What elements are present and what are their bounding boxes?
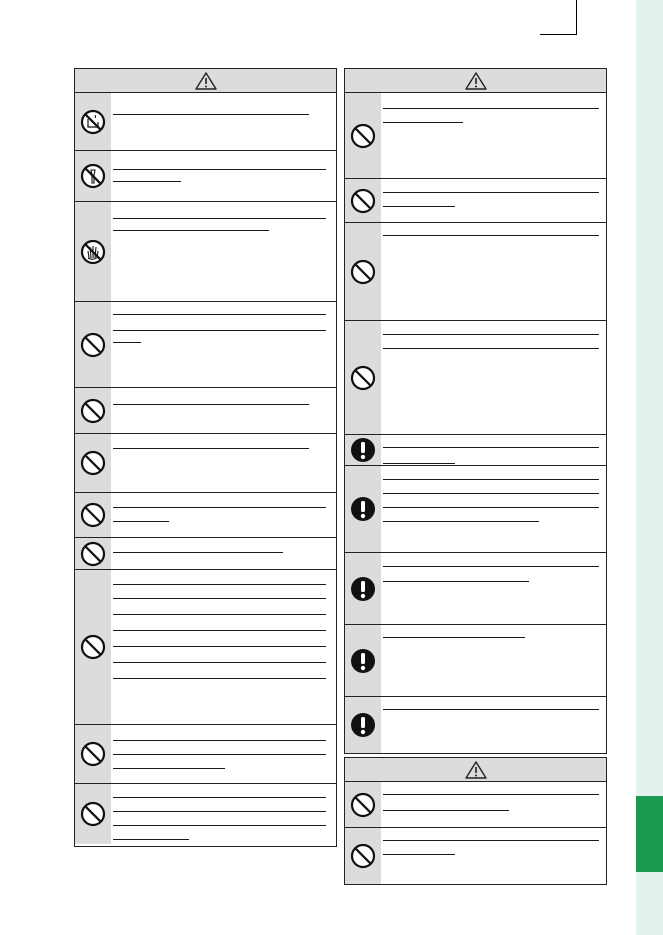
icon-cell	[75, 570, 111, 724]
safety-item-row	[345, 697, 606, 753]
text-line	[113, 330, 326, 331]
prohibited-icon	[80, 541, 106, 567]
icon-cell	[345, 782, 381, 827]
icon-cell	[75, 493, 111, 537]
safety-item-row	[75, 151, 336, 202]
prohibited-icon	[350, 365, 376, 391]
no-water-icon	[80, 109, 106, 135]
text-line	[383, 566, 599, 567]
warning-box-right-top	[344, 68, 607, 754]
text-line	[383, 206, 455, 207]
safety-item-row	[345, 179, 606, 223]
warning-triangle-icon	[195, 72, 217, 90]
text-line	[113, 181, 181, 182]
text-line	[383, 235, 599, 236]
text-line	[383, 637, 525, 638]
prohibited-icon	[80, 398, 106, 424]
prohibited-icon	[80, 450, 106, 476]
safety-item-row	[345, 321, 606, 435]
safety-item-row	[75, 570, 336, 725]
icon-cell	[75, 784, 111, 844]
text-line	[113, 740, 326, 741]
icon-cell	[345, 223, 381, 320]
icon-cell	[75, 538, 111, 569]
text-line	[113, 825, 326, 826]
safety-item-row	[345, 625, 606, 697]
icon-cell	[75, 434, 111, 492]
mandatory-action-icon	[350, 576, 376, 602]
warning-header	[75, 69, 336, 93]
crop-mark	[576, 0, 577, 34]
warning-triangle-icon	[465, 761, 487, 779]
icon-cell	[345, 93, 381, 178]
do-not-touch-icon	[80, 239, 106, 265]
no-disassemble-icon	[80, 163, 106, 189]
prohibited-icon	[80, 634, 106, 660]
text-line	[113, 342, 141, 343]
text-line	[113, 114, 309, 115]
text-line	[383, 463, 455, 464]
icon-cell	[345, 625, 381, 696]
caution-header	[345, 758, 606, 782]
icon-cell	[345, 553, 381, 624]
side-index-strip	[636, 0, 663, 935]
safety-item-row	[345, 553, 606, 625]
safety-item-row	[75, 434, 336, 493]
icon-cell	[345, 697, 381, 753]
text-line	[383, 507, 599, 508]
safety-item-row	[75, 302, 336, 388]
mandatory-action-icon	[350, 496, 376, 522]
prohibited-icon	[350, 123, 376, 149]
safety-item-row	[345, 782, 606, 828]
warning-triangle-icon	[465, 72, 487, 90]
mandatory-action-icon	[350, 437, 376, 463]
text-line	[383, 493, 599, 494]
text-line	[113, 754, 326, 755]
text-line	[113, 839, 189, 840]
text-line	[113, 448, 309, 449]
text-line	[383, 192, 599, 193]
text-line	[383, 854, 455, 855]
text-line	[113, 314, 326, 315]
safety-item-row	[345, 828, 606, 884]
safety-item-row	[75, 538, 336, 570]
section-index-tab[interactable]	[636, 796, 663, 872]
text-line	[383, 348, 599, 349]
icon-cell	[75, 302, 111, 387]
safety-item-row	[75, 388, 336, 434]
text-line	[113, 169, 326, 170]
icon-cell	[345, 466, 381, 552]
warning-box-left	[74, 68, 337, 847]
text-line	[113, 678, 326, 679]
text-line	[383, 122, 463, 123]
text-line	[113, 768, 225, 769]
text-line	[383, 709, 599, 710]
mandatory-action-icon	[350, 712, 376, 738]
icon-cell	[345, 179, 381, 222]
icon-cell	[345, 321, 381, 434]
mandatory-action-icon	[350, 648, 376, 674]
prohibited-icon	[80, 801, 106, 827]
text-line	[113, 230, 269, 231]
text-line	[113, 662, 326, 663]
text-line	[113, 507, 326, 508]
text-line	[113, 404, 309, 405]
text-line	[383, 521, 539, 522]
text-line	[113, 584, 326, 585]
safety-item-row	[75, 784, 336, 844]
text-line	[113, 552, 283, 553]
prohibited-icon	[350, 843, 376, 869]
warning-header	[345, 69, 606, 93]
prohibited-icon	[80, 741, 106, 767]
safety-item-row	[345, 223, 606, 321]
text-line	[383, 840, 599, 841]
text-line	[383, 334, 599, 335]
text-line	[383, 479, 599, 480]
text-line	[113, 598, 326, 599]
prohibited-icon	[350, 792, 376, 818]
text-line	[383, 447, 599, 448]
crop-mark	[540, 34, 577, 35]
text-line	[383, 108, 599, 109]
text-line	[113, 218, 326, 219]
icon-cell	[75, 388, 111, 433]
icon-cell	[75, 93, 111, 150]
prohibited-icon	[350, 259, 376, 285]
safety-item-row	[75, 202, 336, 302]
text-line	[383, 810, 509, 811]
text-line	[113, 614, 326, 615]
prohibited-icon	[80, 502, 106, 528]
text-line	[113, 811, 326, 812]
text-line	[383, 794, 599, 795]
prohibited-icon	[350, 188, 376, 214]
icon-cell	[75, 151, 111, 201]
text-line	[113, 797, 326, 798]
icon-cell	[75, 725, 111, 783]
icon-cell	[345, 828, 381, 884]
prohibited-icon	[80, 332, 106, 358]
text-line	[113, 646, 326, 647]
text-line	[113, 521, 169, 522]
safety-item-row	[345, 93, 606, 179]
safety-item-row	[345, 435, 606, 466]
icon-cell	[75, 202, 111, 301]
caution-box-right-bottom	[344, 757, 607, 885]
safety-item-row	[75, 493, 336, 538]
text-line	[383, 581, 529, 582]
safety-item-row	[345, 466, 606, 553]
safety-item-row	[75, 725, 336, 784]
text-line	[113, 630, 326, 631]
safety-item-row	[75, 93, 336, 151]
icon-cell	[345, 435, 381, 465]
